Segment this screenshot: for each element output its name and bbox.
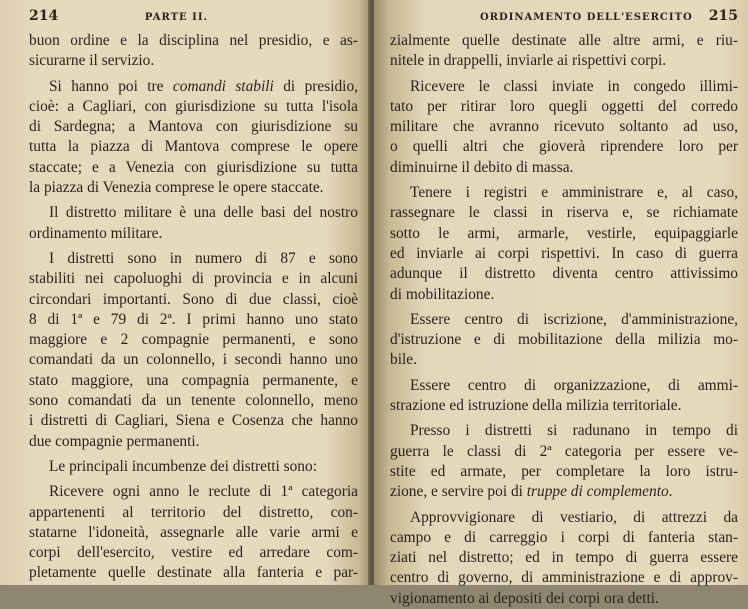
text-line: centro di governo, di amministrazione e di approv- bbox=[390, 569, 738, 587]
text-line: sotto le armi, armarle, vestirle, equipaggiarle bbox=[390, 224, 738, 242]
text-line: zialmente quelle destinate alle altre armi, e riu- bbox=[390, 32, 738, 49]
right-page-body bbox=[390, 31, 738, 609]
text-line: ziati nel distretto; ed in tempo di guerra essere bbox=[390, 549, 738, 567]
text-line: circondari importanti. Sono di due classi, cioè bbox=[29, 290, 358, 308]
text-line: diminuirne il debito di massa. bbox=[390, 158, 574, 176]
text-line: sicurarne il servizio. bbox=[29, 52, 155, 70]
text-line: ordinamento militare. bbox=[29, 224, 163, 242]
text-line: militare che avranno ricevuto soltanto ad uso, bbox=[390, 118, 738, 136]
left-page-body bbox=[29, 31, 358, 584]
text-line: Ricevere le classi inviate in congedo illimi- bbox=[410, 77, 738, 95]
text-line: corpi dell'esercito, vestire ed arredare com- bbox=[29, 544, 358, 562]
left-page bbox=[0, 0, 370, 585]
text-line: tutta la piazza di Mantova comprese le opere bbox=[29, 138, 358, 156]
page-number: 215 bbox=[708, 8, 738, 24]
text-line: Essere centro di iscrizione, d'amministrazione, bbox=[410, 310, 738, 328]
text-line: tato per ritirar loro quegli oggetti del corredo bbox=[390, 97, 738, 115]
text-line: Le principali incumbenze dei distretti sono: bbox=[49, 457, 317, 475]
text-line: Il distretto militare è una delle basi del nostro bbox=[49, 204, 358, 222]
text-line: bile. bbox=[390, 351, 417, 369]
text-line: stite ed armate, per completare la loro istru- bbox=[390, 462, 738, 480]
running-head: ORDINAMENTO DELL'ESERCITO bbox=[480, 12, 693, 23]
text-line: stato maggiore, una compagnia permanente, e bbox=[29, 371, 358, 389]
text-line: d'istruzione e di mobilitazione della milizia mo- bbox=[390, 331, 738, 349]
text-line: 8 di 1ª e 79 di 2ª. I primi hanno uno stato bbox=[29, 310, 358, 328]
text-line: nitele in drappelli, inviarle ai rispettivi corpi. bbox=[390, 52, 667, 70]
text-line: i distretti di Cagliari, Siena e Cosenza che hanno bbox=[29, 412, 358, 430]
text-line: di Sardegna; a Mantova con giurisdizione su bbox=[29, 118, 358, 136]
text-line: la piazza di Venezia comprese le opere staccate. bbox=[29, 179, 324, 197]
text-line: zione, e servire poi di truppe di complemento. bbox=[390, 483, 673, 501]
text-line: Presso i distretti si radunano in tempo di bbox=[410, 422, 738, 440]
running-head: PARTE II. bbox=[144, 12, 208, 23]
text-line: due compagnie permanenti. bbox=[29, 432, 200, 450]
text-line: pletamente quelle destinate alla fanteria e par- bbox=[29, 564, 358, 582]
text-line: comandati da un colonnello, i secondi hanno uno bbox=[29, 351, 358, 369]
left-page-header bbox=[29, 8, 358, 30]
text-line: vigionamento ai depositi dei corpi ora detti. bbox=[390, 589, 659, 607]
text-line: Si hanno poi tre comandi stabili di presidio, bbox=[49, 77, 358, 95]
text-line: di mobilitazione. bbox=[390, 285, 495, 303]
text-line: I distretti sono in numero di 87 e sono bbox=[49, 249, 358, 267]
text-line: adunque il distretto diventa centro attivissimo bbox=[390, 265, 738, 283]
text-line: statarne l'idoneità, assegnarle alle varie armi e bbox=[29, 523, 358, 541]
text-line: Tenere i registri e amministrare e, al caso, bbox=[410, 184, 738, 202]
text-line: appartenenti al territorio del distretto, con- bbox=[29, 503, 358, 521]
right-page bbox=[374, 0, 748, 607]
text-line: Ricevere ogni anno le reclute di 1ª categoria bbox=[49, 483, 358, 501]
text-line: Essere centro di organizzazione, di ammi- bbox=[410, 376, 738, 394]
text-line: stabiliti nei capoluoghi di provincia e in alcuni bbox=[29, 270, 358, 288]
text-line: strazione ed istruzione della milizia territoriale. bbox=[390, 397, 682, 415]
text-line: rassegnare le classi in riserva e, se richiamate bbox=[390, 204, 738, 222]
page-number: 214 bbox=[29, 8, 59, 24]
text-line: campo e di carreggio i corpi di fanteria stan- bbox=[390, 528, 738, 546]
text-line: guerra le classi di 2ª categoria per essere ve- bbox=[390, 442, 738, 460]
text-line: sono comandati da un tenente colonnello, meno bbox=[29, 392, 358, 410]
text-line: Approvvigionare di vestiario, di attrezzi da bbox=[410, 508, 738, 526]
text-line: maggiore e 2 compagnie permanenti, e sono bbox=[29, 331, 358, 349]
text-line: cioè: a Cagliari, con giurisdizione su tutta l'isola bbox=[29, 97, 358, 115]
text-line: ed inviarle ai corpi rispettivi. In caso di guerra bbox=[390, 244, 738, 262]
text-line: buon ordine e la disciplina nel presidio, e as- bbox=[29, 32, 358, 49]
text-line: staccate; e a Venezia con giurisdizione su tutta bbox=[29, 158, 358, 176]
right-page-header bbox=[390, 8, 738, 30]
text-line: o quelli altri che gioverà riprendere loro per bbox=[390, 138, 738, 156]
